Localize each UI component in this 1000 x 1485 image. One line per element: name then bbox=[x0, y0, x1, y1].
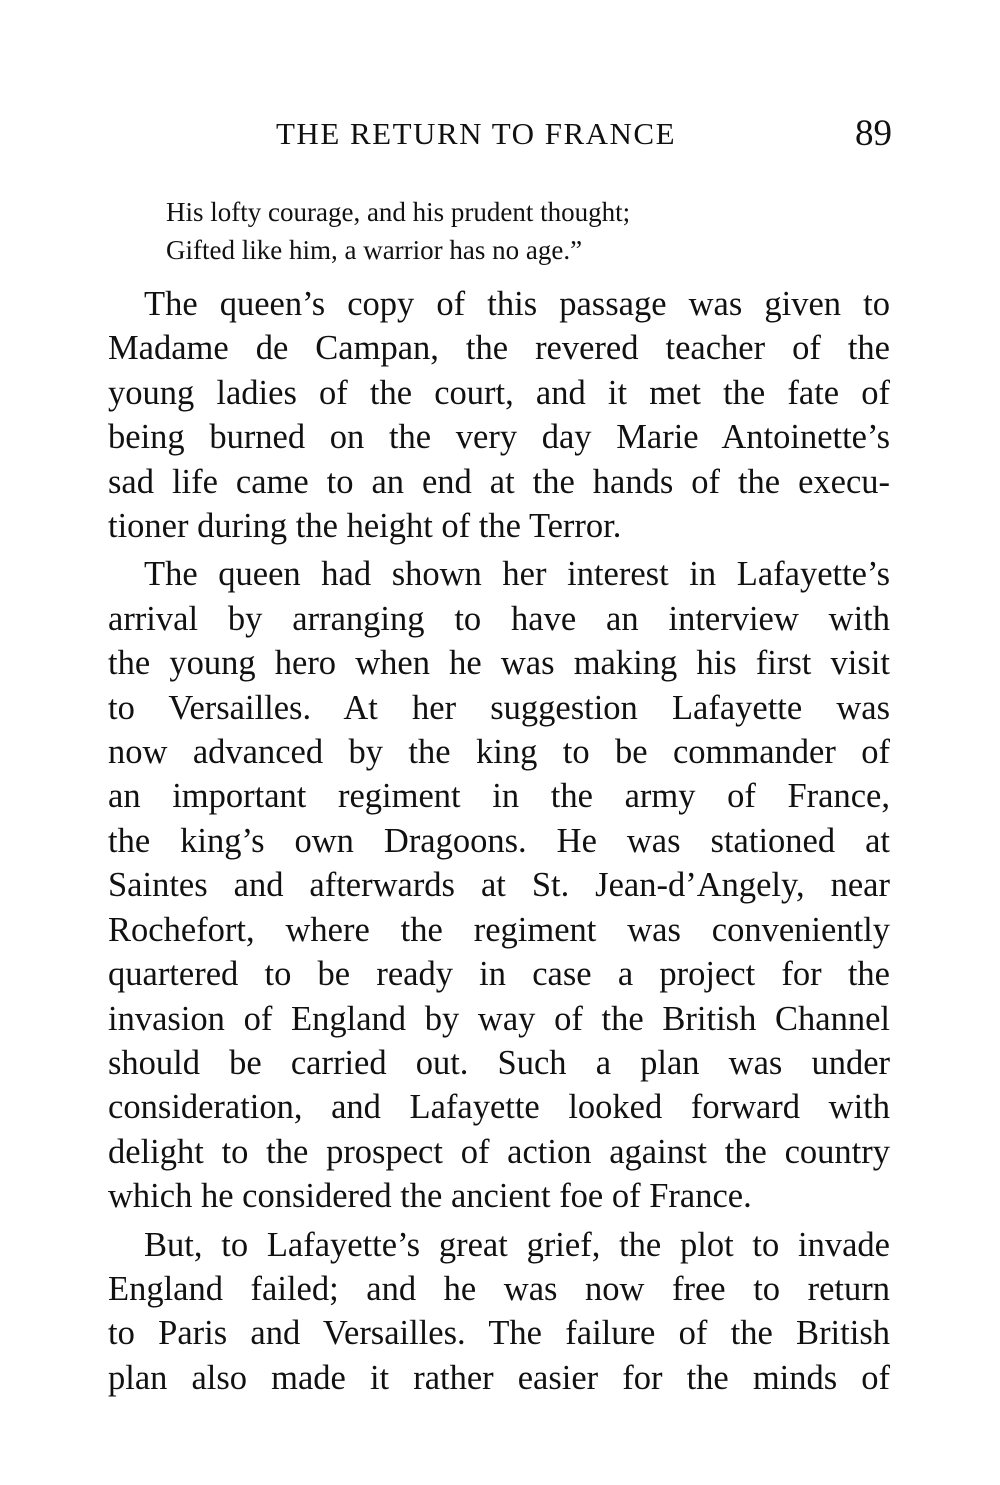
text-line: tioner during the height of the Terror. bbox=[108, 507, 622, 546]
verse-line: Gifted like him, a warrior has no age.” bbox=[166, 235, 583, 265]
text-line: The queen had shown her interest in Lafayette’s bbox=[144, 555, 890, 594]
text-line: young ladies of the court, and it met the fate of bbox=[108, 373, 890, 412]
text-line: an important regiment in the army of France, bbox=[108, 777, 890, 816]
text-line: Madame de Campan, the revered teacher of the bbox=[108, 329, 890, 368]
paragraph-3 bbox=[108, 1223, 890, 1401]
text-line: which he considered the ancient foe of France. bbox=[108, 1177, 752, 1216]
text-line: delight to the prospect of action against the country bbox=[108, 1132, 890, 1171]
text-line: the king’s own Dragoons. He was stationed at bbox=[108, 821, 890, 860]
chapter-title: THE RETURN TO FRANCE bbox=[276, 116, 677, 151]
text-line: The queen’s copy of this passage was given to bbox=[144, 285, 890, 323]
text-line: should be carried out. Such a plan was under bbox=[108, 1043, 890, 1082]
text-line: now advanced by the king to be commander of bbox=[108, 733, 890, 772]
text-line: being burned on the very day Marie Antoinette’s bbox=[108, 418, 890, 457]
text-line: invasion of England by way of the British Channel bbox=[108, 999, 890, 1038]
text-line: Rochefort, where the regiment was conveniently bbox=[108, 910, 890, 949]
paragraph-1 bbox=[108, 282, 890, 548]
text-line: quartered to be ready in case a project for the bbox=[108, 955, 890, 994]
body-text bbox=[108, 282, 890, 1400]
text-line: But, to Lafayette’s great grief, the plot to invade bbox=[144, 1225, 890, 1264]
paragraph-2 bbox=[108, 552, 890, 1218]
text-line: Saintes and afterwards at St. Jean-d’Angely, near bbox=[108, 866, 890, 905]
verse-quotation bbox=[166, 193, 630, 269]
text-line: plan also made it rather easier for the minds of bbox=[108, 1358, 890, 1397]
text-line: sad life came to an end at the hands of the execu- bbox=[108, 462, 890, 501]
verse-line: His lofty courage, and his prudent thought; bbox=[166, 197, 631, 227]
text-line: arrival by arranging to have an interview with bbox=[108, 599, 890, 638]
running-head bbox=[108, 112, 892, 160]
text-line: to Versailles. At her suggestion Lafayette was bbox=[108, 688, 890, 727]
text-line: consideration, and Lafayette looked forward with bbox=[108, 1088, 890, 1127]
text-line: the young hero when he was making his first visit bbox=[108, 644, 890, 683]
text-line: England failed; and he was now free to return bbox=[108, 1269, 890, 1308]
page-number: 89 bbox=[855, 113, 892, 154]
text-line: to Paris and Versailles. The failure of the British bbox=[108, 1314, 890, 1353]
